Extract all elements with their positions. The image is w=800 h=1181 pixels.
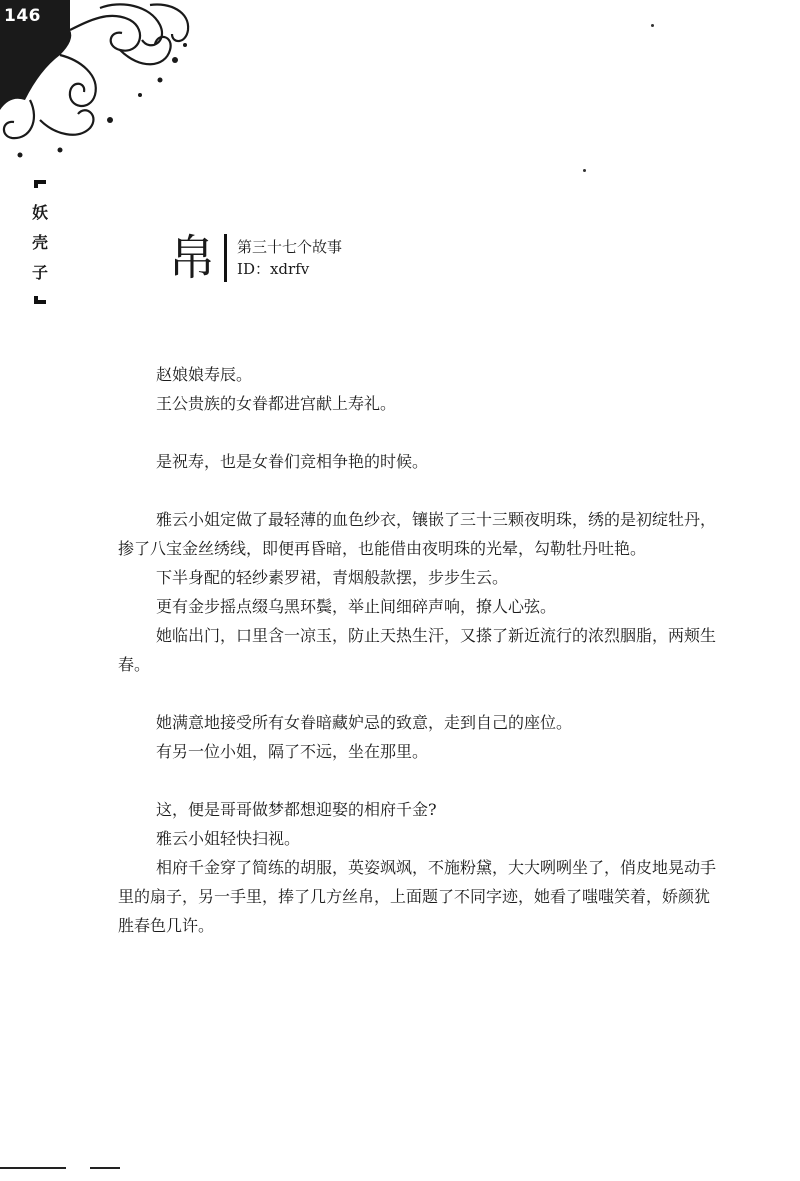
- story-body: [118, 360, 718, 940]
- chapter-meta: [237, 236, 342, 280]
- paragraph: 她临出门，口里含一凉玉，防止天热生汗，又搽了新近流行的浓烈胭脂，两颊生春。: [118, 626, 717, 674]
- paragraph: 有另一位小姐，隔了不远，坐在那里。: [156, 742, 429, 761]
- chapter-divider: [224, 234, 227, 282]
- paragraph: 更有金步摇点缀乌黑环鬓，举止间细碎声响，撩人心弦。: [156, 597, 557, 616]
- paragraph-gap: [118, 476, 718, 505]
- paragraph: 雅云小姐轻快扫视。: [156, 829, 301, 848]
- bracket-bottom: [34, 296, 46, 304]
- author-id: ID：xdrfv: [237, 260, 310, 278]
- paragraph-gap: [118, 679, 718, 708]
- paragraph: 这，便是哥哥做梦都想迎娶的相府千金?: [156, 800, 437, 819]
- print-speck: [651, 24, 654, 27]
- paragraph: 相府千金穿了简练的胡服，英姿飒飒，不施粉黛，大大咧咧坐了，俏皮地晃动手里的扇子，另一手里，捧了几方丝帛，上面题了不同字迹，她看了嗤嗤笑着，娇颜犹胜春色几许。: [118, 858, 717, 935]
- bracket-top: [34, 180, 46, 188]
- page-number: 146: [4, 6, 41, 26]
- paragraph-gap: [118, 418, 718, 447]
- side-book-title: [30, 180, 50, 304]
- chapter-title: 帛: [168, 230, 217, 286]
- print-speck: [583, 169, 586, 172]
- side-title-char: 妖: [31, 203, 48, 222]
- side-title-char: 子: [31, 263, 48, 282]
- footer-rule: [0, 1167, 120, 1169]
- paragraph: 王公贵族的女眷都进宫献上寿礼。: [156, 394, 397, 413]
- side-title-char: 壳: [31, 233, 48, 252]
- paragraph: 下半身配的轻纱素罗裙，青烟般款摆，步步生云。: [156, 568, 509, 587]
- story-label: 第三十七个故事: [237, 238, 343, 256]
- paragraph: 雅云小姐定做了最轻薄的血色纱衣，镶嵌了三十三颗夜明珠，绣的是初绽牡丹，掺了八宝金丝绣线，即便再昏暗，也能借由夜明珠的光晕，勾勒牡丹吐艳。: [118, 510, 717, 558]
- chapter-header: [168, 228, 342, 288]
- paragraph: 赵娘娘寿辰。: [156, 365, 253, 384]
- paragraph: 是祝寿，也是女眷们竞相争艳的时候。: [156, 452, 429, 471]
- paragraph-gap: [118, 766, 718, 795]
- paragraph: 她满意地接受所有女眷暗藏妒忌的致意，走到自己的座位。: [156, 713, 573, 732]
